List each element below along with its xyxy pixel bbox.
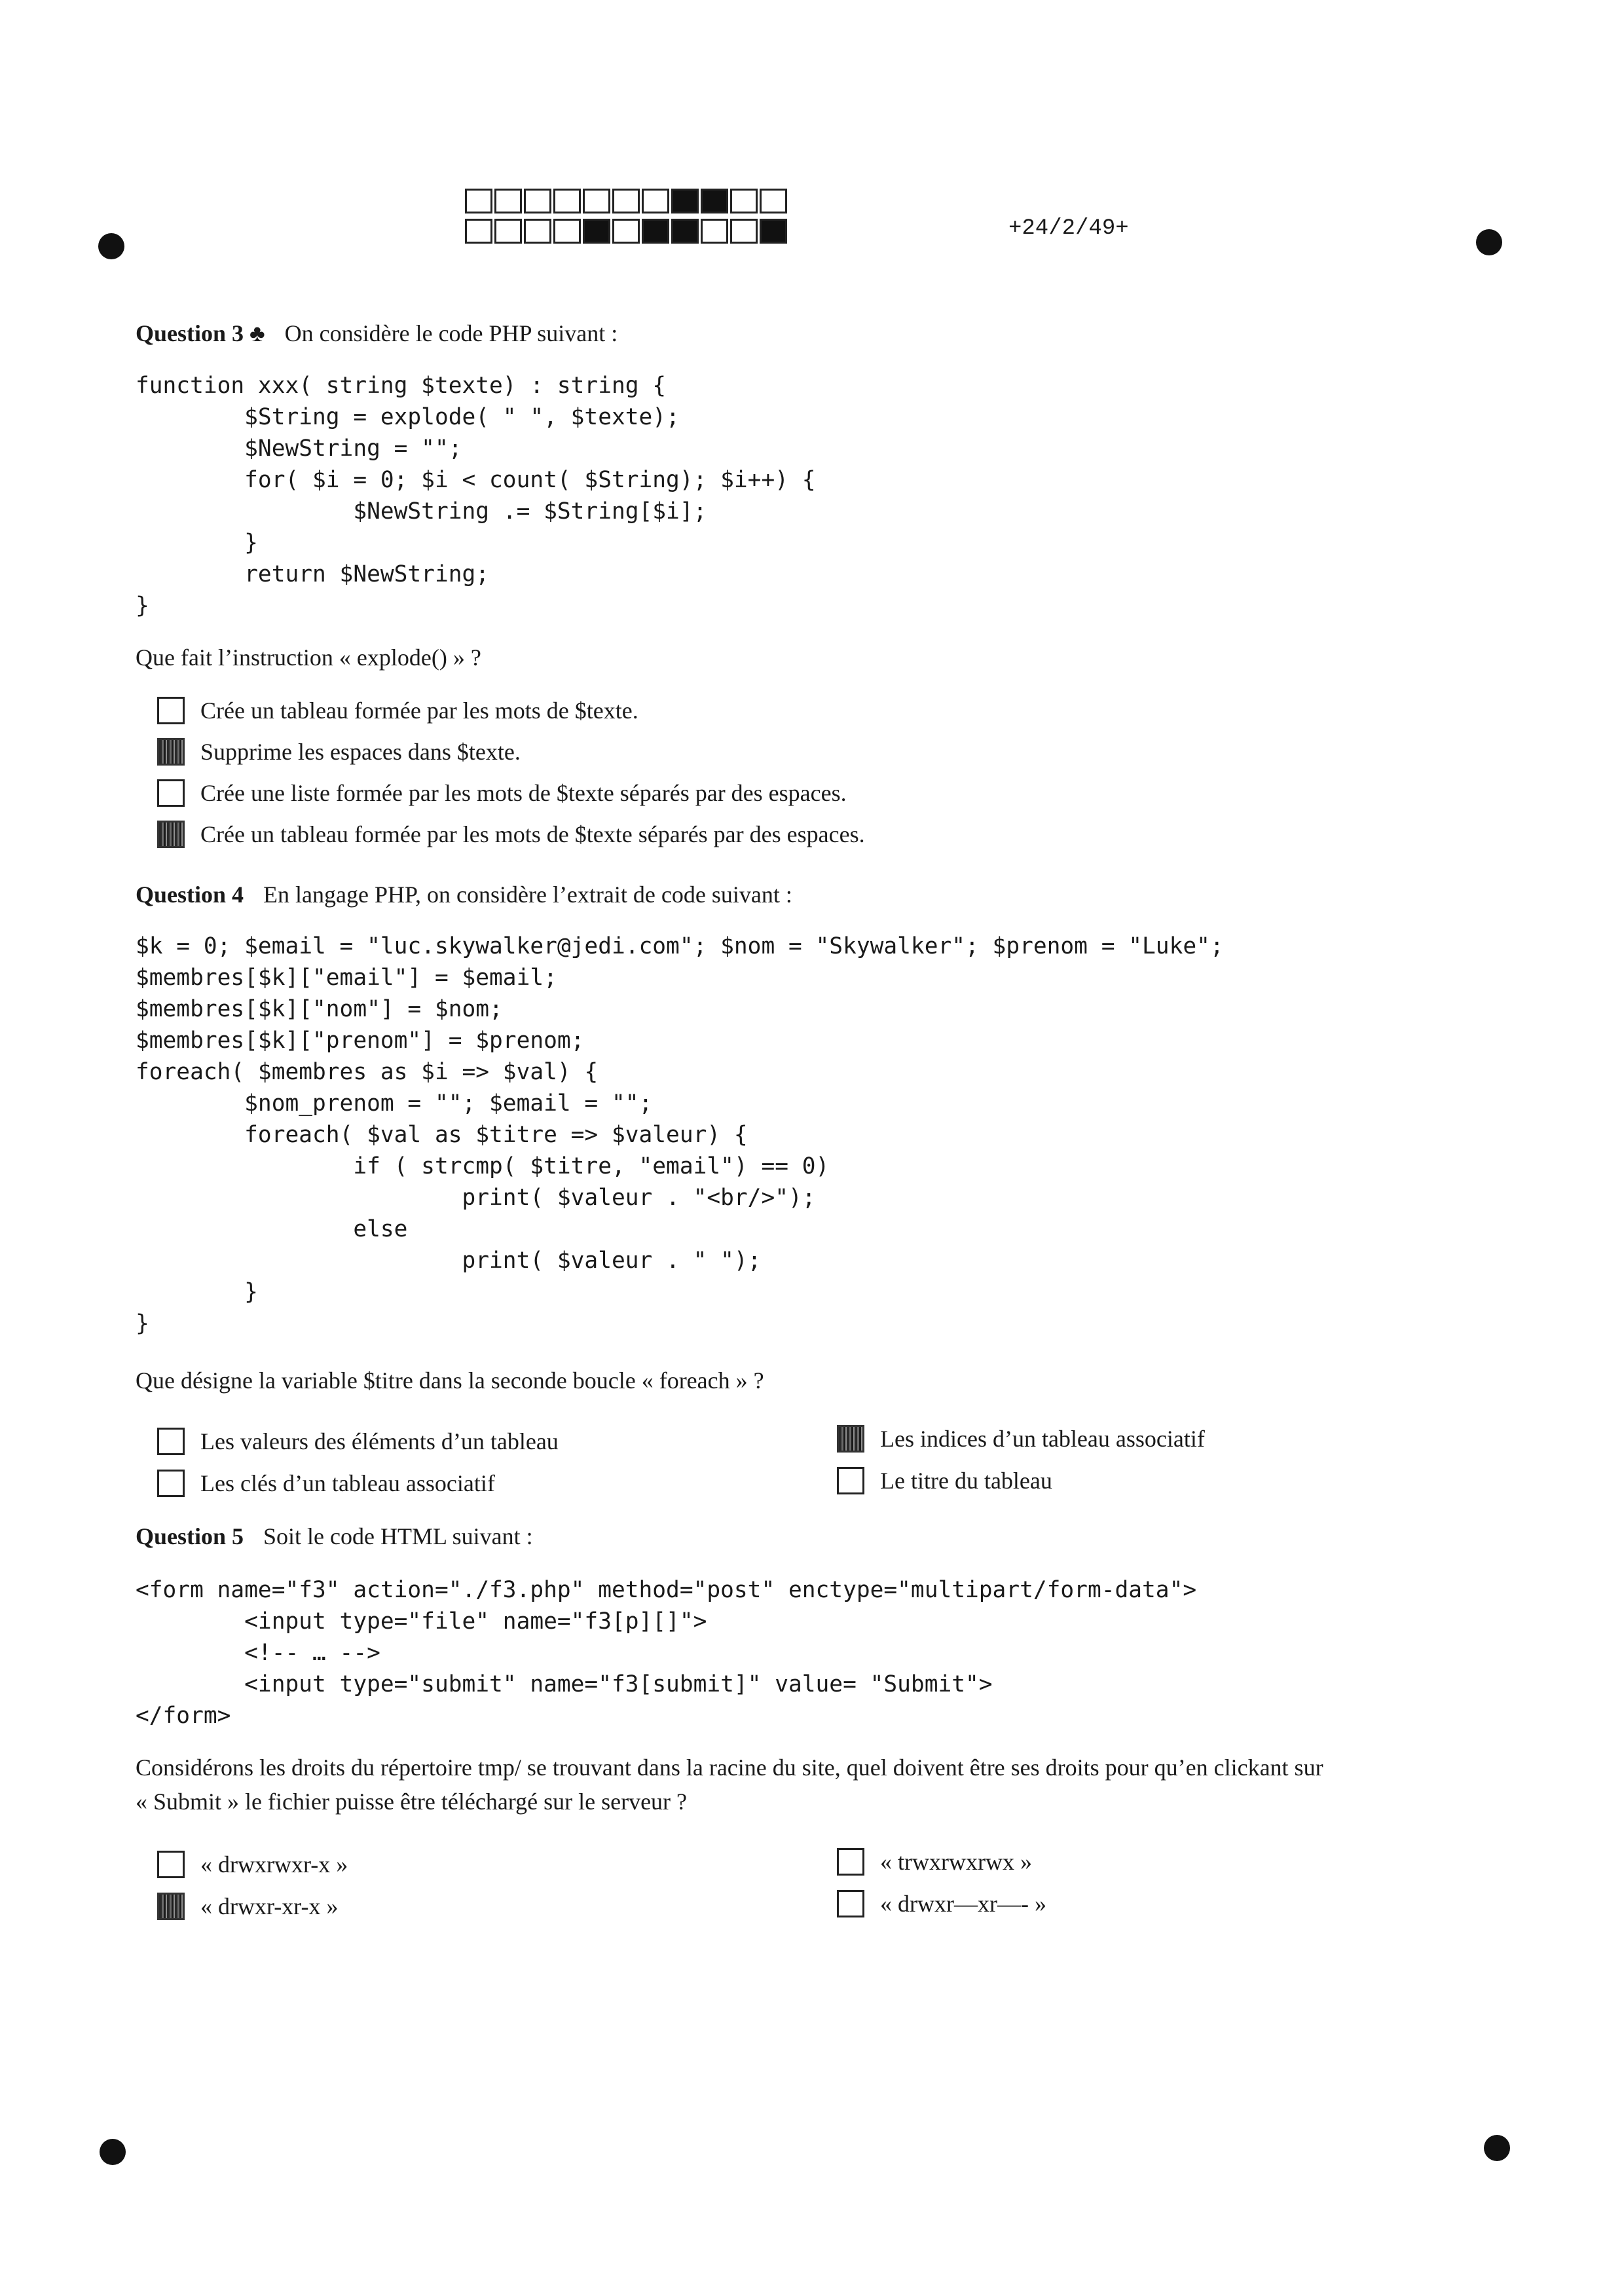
q5-option-4[interactable] xyxy=(837,1890,1046,1917)
q3-prompt: Que fait l’instruction « explode() » ? xyxy=(136,644,481,671)
checkbox[interactable] xyxy=(157,779,185,807)
id-code-cell xyxy=(494,219,522,244)
q5-label: Question 5 xyxy=(136,1523,244,1549)
option-label: « drwxrwxr-x » xyxy=(200,1851,348,1878)
id-code-cell xyxy=(583,219,610,244)
q5-intro: Soit le code HTML suivant : xyxy=(263,1523,533,1549)
id-code-cell xyxy=(760,189,787,213)
id-code-cell xyxy=(701,219,728,244)
q4-option-4[interactable] xyxy=(837,1467,1052,1494)
page-number: +24/2/49+ xyxy=(1008,216,1129,241)
id-code-cell xyxy=(730,219,758,244)
q4-header xyxy=(136,881,792,908)
q4-option-3[interactable] xyxy=(157,1470,495,1497)
id-code-cell xyxy=(612,189,640,213)
id-code-cell xyxy=(553,219,581,244)
option-label: Crée un tableau formée par les mots de $texte. xyxy=(200,697,638,724)
q5-prompt-line-1: Considérons les droits du répertoire tmp/ se trouvant dans la racine du site, quel doivent être ses droits pour qu’en clickant sur xyxy=(136,1754,1323,1781)
id-code-cell xyxy=(760,219,787,244)
id-code-cell xyxy=(671,219,699,244)
q5-option-1[interactable] xyxy=(157,1851,348,1878)
option-label: Crée un tableau formée par les mots de $texte séparés par des espaces. xyxy=(200,821,865,847)
option-label: Les clés d’un tableau associatif xyxy=(200,1470,495,1496)
q3-intro: On considère le code PHP suivant : xyxy=(284,320,618,346)
id-code-cell xyxy=(671,189,699,213)
q3-option-2[interactable] xyxy=(157,738,521,766)
q5-option-3[interactable] xyxy=(157,1893,339,1920)
checkbox[interactable] xyxy=(837,1467,864,1494)
q3-label: Question 3 ♣ xyxy=(136,320,265,346)
checkbox[interactable] xyxy=(837,1848,864,1876)
q5-code: <form name="f3" action="./f3.php" method="post" enctype="multipart/form-data"> <input type="file" name="f3[p][]"> <!-- … --> <input type="submit" name="f3[submit]" value= "Submit"> </form> xyxy=(136,1577,1197,1729)
option-label: Les valeurs des éléments d’un tableau xyxy=(200,1428,559,1454)
option-label: « trwxrwxrwx » xyxy=(880,1849,1032,1875)
q5-header xyxy=(136,1523,533,1550)
checkbox[interactable] xyxy=(157,1470,185,1497)
id-code-cell xyxy=(701,189,728,213)
q3-option-3[interactable] xyxy=(157,779,847,807)
registration-mark-bottom-right xyxy=(1484,2135,1510,2161)
q4-code: $k = 0; $email = "luc.skywalker@jedi.com"; $nom = "Skywalker"; $prenom = "Luke"; $membres[$k]["email"] = $email; $membres[$k]["nom"] = $nom; $membres[$k]["prenom"] = $prenom; foreach( $membres as $i => $val) { $nom_prenom = ""; $email = ""; foreach( $val as $titre => $valeur) { if ( strcmp( $titre, "email") == 0) print( $valeur . "<br/>"); else print( $valeur . " "); } } xyxy=(136,933,1224,1337)
registration-mark-top-right xyxy=(1476,229,1502,255)
id-code-row-2 xyxy=(465,219,789,244)
registration-mark-bottom-left xyxy=(100,2139,126,2165)
checkbox[interactable] xyxy=(157,697,185,724)
id-code-cell xyxy=(524,219,551,244)
q4-option-1[interactable] xyxy=(157,1428,559,1455)
option-label: Supprime les espaces dans $texte. xyxy=(200,739,521,765)
checkbox[interactable] xyxy=(837,1425,864,1453)
id-code-cell xyxy=(465,189,492,213)
q4-intro: En langage PHP, on considère l’extrait de code suivant : xyxy=(263,881,792,908)
option-label: Le titre du tableau xyxy=(880,1468,1052,1494)
q3-option-4[interactable] xyxy=(157,821,865,848)
checkbox[interactable] xyxy=(157,1893,185,1920)
id-code-cell xyxy=(642,189,669,213)
id-code-cell xyxy=(465,219,492,244)
option-label: « drwxr-xr-x » xyxy=(200,1893,339,1919)
q3-header xyxy=(136,320,618,347)
checkbox[interactable] xyxy=(157,738,185,766)
checkbox[interactable] xyxy=(157,1428,185,1455)
id-code-cell xyxy=(612,219,640,244)
registration-mark-top-left xyxy=(98,233,124,259)
q5-option-2[interactable] xyxy=(837,1848,1032,1876)
q3-code: function xxx( string $texte) : string { $String = explode( " ", $texte); $NewString = ""; for( $i = 0; $i < count( $String); $i++) { $NewString .= $String[$i]; } return $NewString; } xyxy=(136,373,816,619)
checkbox[interactable] xyxy=(157,1851,185,1878)
q4-option-2[interactable] xyxy=(837,1425,1205,1453)
id-code-cell xyxy=(583,189,610,213)
id-code-cell xyxy=(524,189,551,213)
id-code-cell xyxy=(553,189,581,213)
q5-prompt-line-2: « Submit » le fichier puisse être téléchargé sur le serveur ? xyxy=(136,1788,688,1815)
checkbox[interactable] xyxy=(837,1890,864,1917)
id-code-row-1 xyxy=(465,189,789,213)
id-code-cell xyxy=(642,219,669,244)
id-code-cell xyxy=(494,189,522,213)
checkbox[interactable] xyxy=(157,821,185,848)
option-label: Crée une liste formée par les mots de $texte séparés par des espaces. xyxy=(200,780,847,806)
q3-option-1[interactable] xyxy=(157,697,638,724)
q4-label: Question 4 xyxy=(136,881,244,908)
q4-prompt: Que désigne la variable $titre dans la seconde boucle « foreach » ? xyxy=(136,1367,764,1394)
option-label: Les indices d’un tableau associatif xyxy=(880,1426,1205,1452)
id-code-cell xyxy=(730,189,758,213)
option-label: « drwxr—xr—- » xyxy=(880,1891,1046,1917)
